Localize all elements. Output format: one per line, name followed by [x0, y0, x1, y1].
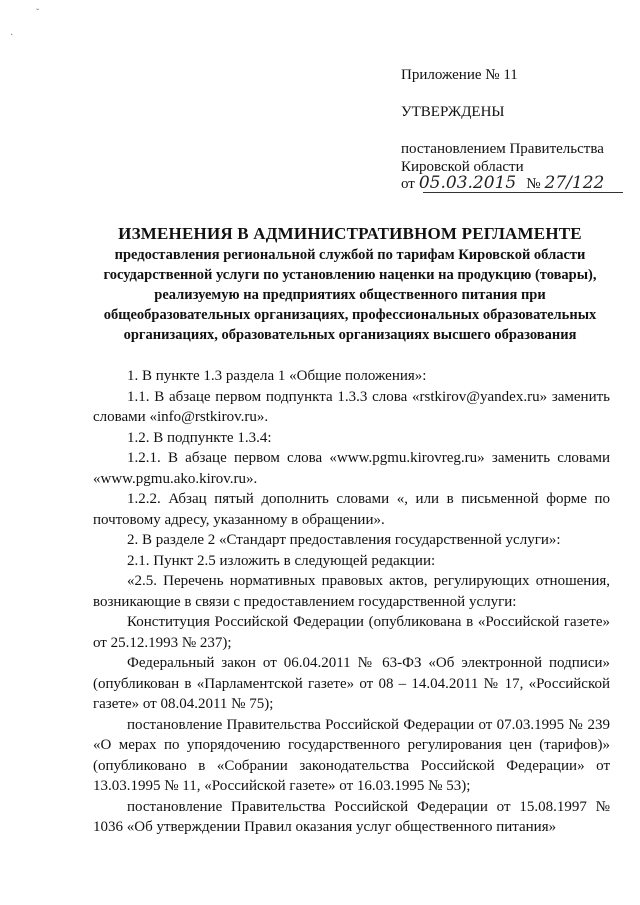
date-underline	[423, 192, 623, 193]
approved-label: УТВЕРЖДЕНЫ	[401, 104, 505, 120]
decree-line-1: постановлением Правительства	[401, 141, 604, 157]
title-sub-line: реализуемую на предприятиях общественного питания при	[154, 287, 546, 303]
title-main: ИЗМЕНЕНИЯ В АДМИНИСТРАТИВНОМ РЕГЛАМЕНТЕ	[118, 224, 582, 243]
paragraph: 1.1. В абзаце первом подпункта 1.3.3 слова «rstkirov@yandex.ru» заменить словами «info@rstkirov.ru».	[93, 388, 610, 425]
handwritten-number: 27/122	[544, 173, 605, 193]
paragraph: Федеральный закон от 06.04.2011 № 63-ФЗ «Об электронной подписи» (опубликован в «Парламентской газете» от 08 – 14.04.2011 № 17, «Российской газете» от 08.04.2011 № 75);	[93, 655, 610, 712]
decree-date-line	[401, 174, 604, 194]
title-sub-line: общеобразовательных организациях, профессиональных образовательных	[103, 307, 597, 323]
paragraph: постановление Правительства Российской Федерации от 15.08.1997 № 1036 «Об утверждении Правил оказания услуг общественного питания»	[93, 798, 610, 835]
paragraph: 1.2.1. В абзаце первом слова «www.pgmu.kirovreg.ru» заменить словами «www.pgmu.ako.kirov.ru».	[93, 450, 610, 487]
number-prefix: №	[526, 176, 541, 192]
paragraph: 1. В пункте 1.3 раздела 1 «Общие положения»:	[127, 368, 427, 384]
decree-line-2: Кировской области	[401, 159, 524, 175]
paragraph: Конституция Российской Федерации (опубликована в «Российской газете» от 25.12.1993 № 237);	[93, 614, 610, 651]
paragraph: 2.1. Пункт 2.5 изложить в следующей редакции:	[127, 552, 436, 569]
scan-artifact: ·	[10, 30, 14, 41]
title-sub-line: предоставления региональной службой по тарифам Кировской области	[114, 247, 586, 263]
appendix-label: Приложение № 11	[401, 67, 518, 83]
document-body	[93, 366, 610, 838]
paragraph: постановление Правительства Российской Федерации от 07.03.1995 № 239 «О мерах по упорядочению государственного регулирования цен (тарифов)» (опубликовано в «Собрании законодательства Российской Федерации» от 13.03.1995 № 11, «Российской газете» от 16.03.1995 № 53);	[93, 716, 610, 794]
title-sub-line: государственной услуги по установлению наценки на продукцию (товары),	[103, 267, 597, 283]
paragraph: 2. В разделе 2 «Стандарт предоставления государственной услуги»:	[127, 532, 561, 548]
paragraph: 1.2. В подпункте 1.3.4:	[127, 429, 272, 446]
paragraph: «2.5. Перечень нормативных правовых актов, регулирующих отношения, возникающие в связи с предоставлением государственной услуги:	[93, 573, 610, 610]
date-prefix: от	[401, 176, 415, 192]
title-sub-line: организациях, образовательных организациях высшего образования	[123, 327, 577, 343]
paragraph: 1.2.2. Абзац пятый дополнить словами «, или в письменной форме по почтовому адресу, указанному в обращении».	[93, 491, 610, 528]
document-title	[80, 223, 620, 345]
scan-artifact: ˇ	[36, 8, 40, 19]
handwritten-date: 05.03.2015	[418, 173, 517, 193]
